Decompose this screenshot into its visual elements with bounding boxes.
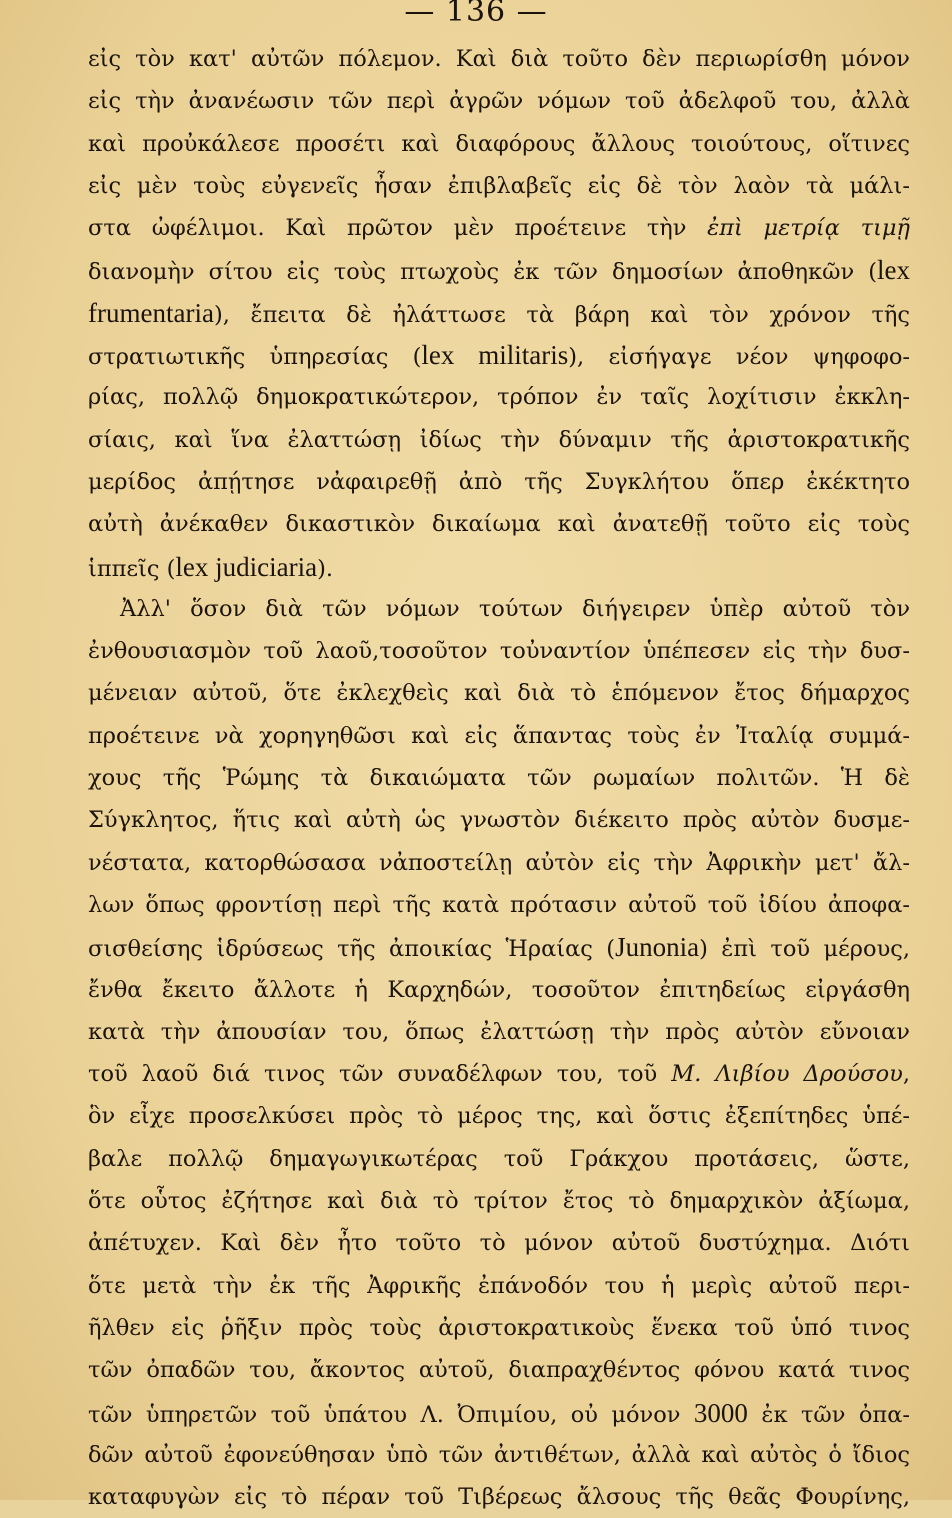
line-text: ). xyxy=(317,555,334,582)
line-emphasis: Junonia xyxy=(615,932,700,963)
line-text: ἐνθουσιασμὸν τοῦ λαοῦ,τοσοῦτον τοὐναντίον ὑπέπεσεν εἰς τὴν δυσ- xyxy=(88,638,910,665)
line-text: ἱππεῖς ( xyxy=(88,555,176,582)
line-text: ἀπέτυχεν. Καὶ δὲν ἦτο τοῦτο τὸ μόνον αὐτοῦ δυστύχημα. Διότι xyxy=(88,1230,910,1257)
text-line xyxy=(88,80,910,122)
line-text: Σύγκλητος, ἥτις καὶ αὐτὴ ὡς γνωστὸν διέκειτο πρὸς αὐτὸν δυσμε- xyxy=(88,807,910,834)
line-text: κατὰ τὴν ἀπουσίαν του, ὅπως ἐλαττώσῃ τὴν πρὸς αὐτὸν εὔνοιαν xyxy=(88,1018,910,1045)
line-text: σίαις, καὶ ἵνα ἐλαττώσῃ ἰδίως τὴν δύναμιν τῆς ἀριστοκρατικῆς xyxy=(88,426,910,453)
text-line xyxy=(88,38,910,80)
line-text: στρατιωτικῆς ὑπηρεσίας ( xyxy=(88,344,422,371)
line-text: ρίας, πολλῷ δημοκρατικώτερον, τρόπον ἐν ταῖς λοχίτισιν ἐκκλη- xyxy=(88,384,910,411)
text-line xyxy=(88,715,910,757)
text-line xyxy=(88,672,910,714)
line-text: νέστατα, κατορθώσασα νἀποστείλῃ αὐτὸν εἰς τὴν Ἀφρικὴν μετ' ἄλ- xyxy=(88,849,910,876)
line-text: ὅτε οὗτος ἐζήτησε καὶ διὰ τὸ τρίτον ἔτος τὸ δημαρχικὸν ἀξίωμα, xyxy=(88,1188,910,1215)
line-emphasis: lex xyxy=(877,255,910,286)
text-line xyxy=(88,1011,910,1053)
text-line xyxy=(88,503,910,545)
line-emphasis: lex judiciaria xyxy=(175,551,318,582)
text-line xyxy=(88,1392,910,1434)
text-line xyxy=(88,926,910,968)
text-line xyxy=(88,165,910,207)
line-text: χους τῆς Ῥώμης τὰ δικαιώματα τῶν ρωμαίων πολιτῶν. Ἡ δὲ xyxy=(88,765,910,792)
text-line xyxy=(88,376,910,418)
text-line xyxy=(88,461,910,503)
text-body xyxy=(88,38,910,1518)
line-text: ἐκ τῶν ὀπα- xyxy=(747,1401,910,1428)
line-text: ) ἐπὶ τοῦ μέρους, xyxy=(699,936,910,963)
text-line xyxy=(88,249,910,291)
line-emphasis: frumentaria xyxy=(88,297,214,328)
line-text: μένειαν αὐτοῦ, ὅτε ἐκλεχθεὶς καὶ διὰ τὸ ἑπόμενον ἔτος δήμαρχος xyxy=(88,680,910,707)
line-text: καταφυγὼν εἰς τὸ πέραν τοῦ Τιβέρεως ἄλσους τῆς θεᾶς Φουρίνης, xyxy=(88,1484,910,1511)
text-line xyxy=(88,1349,910,1391)
line-text: Ἀλλ' ὅσον διὰ τῶν νόμων τούτων διήγειρεν ὑπὲρ αὐτοῦ τὸν xyxy=(120,595,910,622)
line-text: βαλε πολλῷ δημαγωγικωτέρας τοῦ Γράκχου προτάσεις, ὥστε, xyxy=(88,1145,910,1172)
text-line xyxy=(88,884,910,926)
line-emphasis: ἐπὶ μετρίᾳ τιμῇ xyxy=(707,215,910,242)
text-line xyxy=(88,842,910,884)
line-text: αὐτὴ ἀνέκαθεν δικαστικὸν δικαίωμα καὶ ἀνατεθῇ τοῦτο εἰς τοὺς xyxy=(88,511,910,538)
text-line xyxy=(88,1180,910,1222)
line-text: ῆλθεν εἰς ῥῆξιν πρὸς τοὺς ἀριστοκρατικοὺς ἕνεκα τοῦ ὑπό τινος xyxy=(88,1314,910,1341)
text-line xyxy=(88,1265,910,1307)
line-text: σισθείσης ἱδρύσεως τῆς ἀποικίας Ἡραίας ( xyxy=(88,936,616,963)
line-text: εἰς τὸν κατ' αὐτῶν πόλεμον. Καὶ διὰ τοῦτο δὲν περιωρίσθη μόνον xyxy=(88,46,910,72)
text-line xyxy=(88,207,910,249)
line-text: εἰς τὴν ἀνανέωσιν τῶν περὶ ἀγρῶν νόμων τοῦ ἀδελφοῦ του, ἀλλὰ xyxy=(88,88,910,115)
line-text: μερίδος ἀπῄτησε νἀφαιρεθῇ ἀπὸ τῆς Συγκλήτου ὅπερ ἐκέκτητο xyxy=(88,468,910,495)
line-text: ὃν εἶχε προσελκύσει πρὸς τὸ μέρος της, καὶ ὅστις ἐξεπίτηδες ὑπέ- xyxy=(88,1103,910,1130)
text-line xyxy=(88,1222,910,1264)
line-text: στα ὠφέλιμοι. Καὶ πρῶτον μὲν προέτεινε τὴν xyxy=(88,215,708,242)
line-text: ὅτε μετὰ τὴν ἐκ τῆς Ἀφρικῆς ἐπάνοδόν του ἡ μερὶς αὐτοῦ περι- xyxy=(88,1272,910,1299)
text-line xyxy=(88,630,910,672)
text-line xyxy=(88,1476,910,1518)
line-text: ), εἰσήγαγε νέον ψηφοφο- xyxy=(568,344,910,371)
text-line xyxy=(88,799,910,841)
line-emphasis: Μ. Λιβίου Δρούσου xyxy=(671,1061,903,1088)
page-number: — 136 — xyxy=(404,0,548,29)
text-line xyxy=(88,1307,910,1349)
text-line xyxy=(88,1053,910,1095)
line-text: λων ὅπως φροντίσῃ περὶ τῆς κατὰ πρότασιν αὐτοῦ τοῦ ἰδίου ἀποφα- xyxy=(88,891,910,918)
text-line xyxy=(88,546,910,588)
text-line xyxy=(88,1138,910,1180)
line-emphasis: 3000 xyxy=(693,1397,748,1428)
text-line xyxy=(88,969,910,1011)
text-line xyxy=(88,757,910,799)
line-text: τοῦ λαοῦ διά τινος τῶν συναδέλφων του, τοῦ xyxy=(88,1061,672,1088)
line-text: ), ἔπειτα δὲ ἠλάττωσε τὰ βάρη καὶ τὸν χρόνον τῆς xyxy=(213,301,910,328)
line-text: τῶν ὑπηρετῶν τοῦ ὑπάτου Λ. Ὀπιμίου, οὐ μόνον xyxy=(88,1401,694,1428)
line-text: διανομὴν σίτου εἰς τοὺς πτωχοὺς ἐκ τῶν δημοσίων ἀποθηκῶν ( xyxy=(88,259,877,286)
line-text: εἰς μὲν τοὺς εὐγενεῖς ἦσαν ἐπιβλαβεῖς εἰς δὲ τὸν λαὸν τὰ μάλι- xyxy=(88,172,910,199)
line-text: δῶν αὐτοῦ ἐφονεύθησαν ὑπὸ τῶν ἀντιθέτων, ἀλλὰ καὶ αὐτὸς ὁ ἴδιος xyxy=(88,1441,910,1468)
text-line xyxy=(88,1434,910,1476)
line-text: καὶ προὐκάλεσε προσέτι καὶ διαφόρους ἄλλους τοιούτους, οἵτινες xyxy=(88,130,910,157)
line-emphasis: lex militaris xyxy=(421,340,569,371)
text-line xyxy=(88,588,910,630)
text-line xyxy=(88,1095,910,1137)
line-text: ἔνθα ἔκειτο ἄλλοτε ἡ Καρχηδών, τοσοῦτον ἐπιτηδείως εἰργάσθη xyxy=(88,976,910,1003)
text-line xyxy=(88,334,910,376)
line-text: τῶν ὀπαδῶν του, ἄκοντος αὐτοῦ, διαπραχθέντος φόνου κατά τινος xyxy=(88,1357,910,1384)
line-text: , xyxy=(902,1061,910,1088)
text-line xyxy=(88,419,910,461)
line-text: προέτεινε νὰ χορηγηθῶσι καὶ εἰς ἅπαντας τοὺς ἐν Ἰταλίᾳ συμμά- xyxy=(88,722,910,749)
text-line xyxy=(88,123,910,165)
text-line xyxy=(88,292,910,334)
